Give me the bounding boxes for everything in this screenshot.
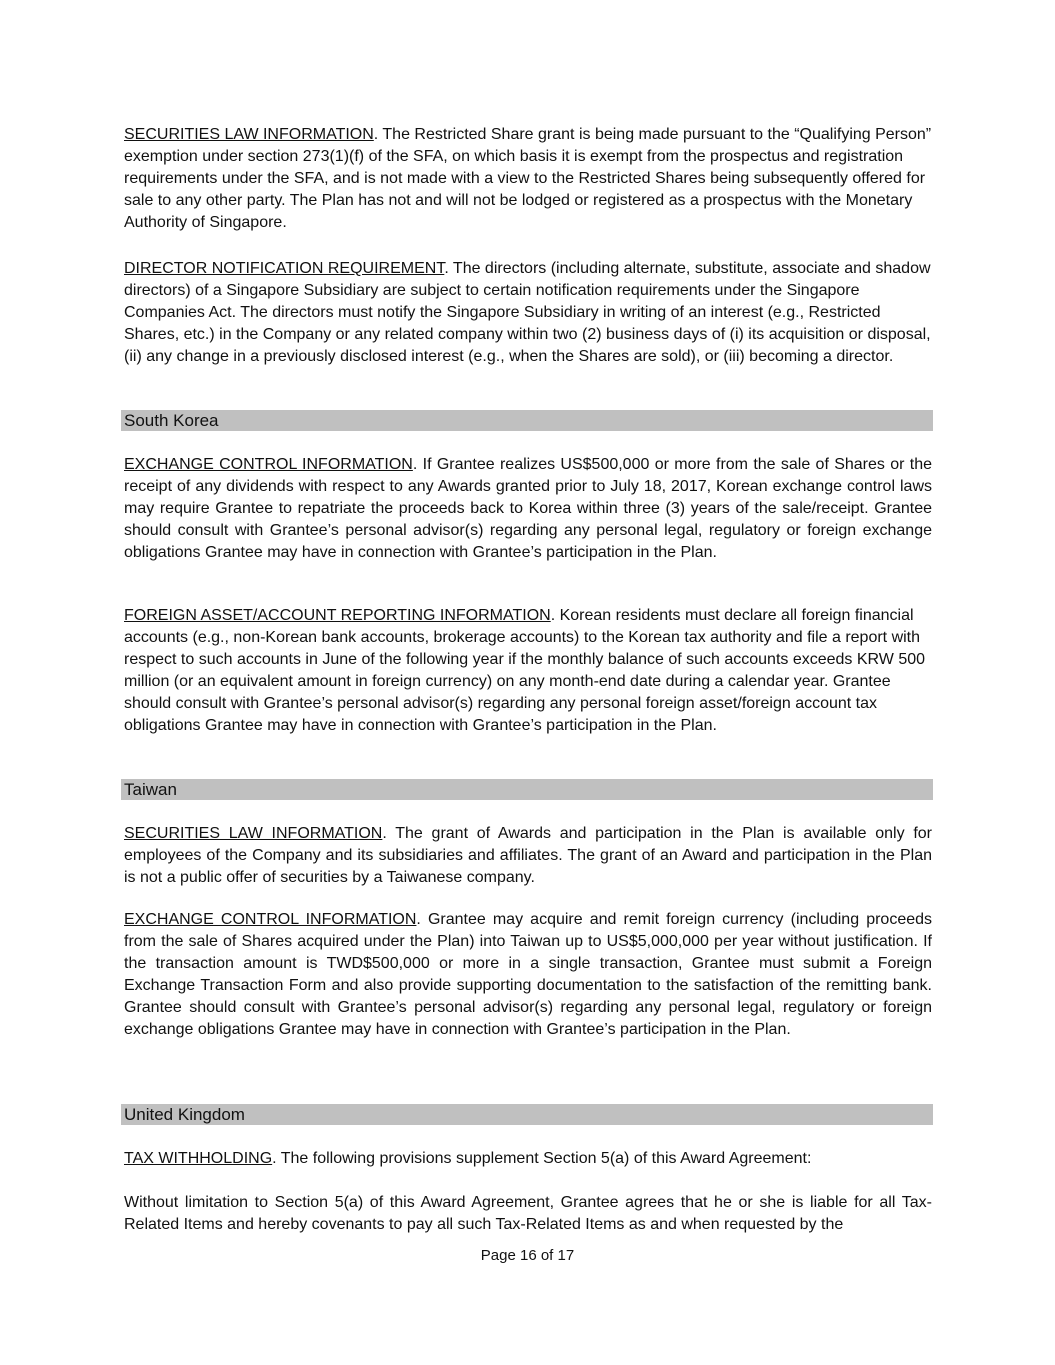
section-header-taiwan: Taiwan — [121, 779, 933, 800]
tw-exchange-body: . Grantee may acquire and remit foreign currency (including proceeds from the sale of Shares acquired under the Plan) into Taiwan up to US$5,000,000 per year without justification. If the transaction amount is TWD$500,000 or more in a single transaction, Grantee must submit a Foreign Exchange Transaction Form and also provide supporting documentation to the satisfaction of the remitting bank. Grantee should consult with Grantee’s personal advisor(s) regarding any personal legal, regulatory or foreign exchange obligations Grantee may have in connection with Grantee’s participation in the Plan. — [124, 911, 933, 1038]
sg-director-heading: DIRECTOR NOTIFICATION REQUIREMENT — [124, 260, 445, 277]
tw-securities-body: . The grant of Awards and participation in the Plan is available only for employees of the Company and its subsidiaries and affiliates. The grant of an Award and participation in the Plan is not a public offer of securities by a Taiwanese company. — [124, 825, 932, 886]
kr-exchange-paragraph — [124, 454, 932, 564]
tw-exchange-paragraph — [124, 909, 932, 1041]
section-header-south-korea: South Korea — [121, 410, 933, 431]
page-number: Page 16 of 17 — [480, 1247, 575, 1264]
sg-director-paragraph — [124, 258, 932, 368]
uk-tax-heading: TAX WITHHOLDING — [124, 1150, 273, 1167]
sg-securities-body: . The Restricted Share grant is being made pursuant to the “Qualifying Person” exemption under section 273(1)(f) of the SFA, on which basis it is exempt from the prospectus and registration requirements under the SFA, and is not made with a view to the Restricted Shares being subsequently offered for sale to any other party. The Plan has not and will not be lodged or registered as a prospectus with the Monetary Authority of Singapore. — [124, 126, 932, 231]
section-header-united-kingdom: United Kingdom — [121, 1104, 933, 1125]
kr-exchange-body: . If Grantee realizes US$500,000 or more from the sale of Shares or the receipt of any dividends with respect to any Awards granted prior to July 18, 2017, Korean exchange control laws may require Grantee to repatriate the proceeds back to Korea within three (3) years of the sale/receipt. Grantee should consult with Grantee’s personal advisor(s) regarding any personal legal, regulatory or foreign exchange obligations Grantee may have in connection with Grantee’s participation in the Plan. — [124, 456, 933, 561]
uk-liability-paragraph: Without limitation to Section 5(a) of this Award Agreement, Grantee agrees that he or she is liable for all Tax-Related Items and hereby covenants to pay all such Tax-Related Items as and when requested by the — [124, 1194, 932, 1233]
kr-foreign-asset-heading: FOREIGN ASSET/ACCOUNT REPORTING INFORMATION — [124, 607, 551, 624]
kr-foreign-asset-body: . Korean residents must declare all foreign financial accounts (e.g., non-Korean bank accounts, brokerage accounts) to the Korean tax authority and file a report with respect to such accounts in June of the following year if the monthly balance of such accounts exceeds KRW 500 million (or an equivalent amount in foreign currency) on any month-end date during a calendar year. Grantee should consult with Grantee’s personal advisor(s) regarding any personal foreign asset/foreign account tax obligations Grantee may have in connection with Grantee’s participation in the Plan. — [124, 607, 926, 734]
tw-securities-paragraph — [124, 823, 932, 889]
sg-securities-heading: SECURITIES LAW INFORMATION — [124, 126, 374, 143]
sg-securities-paragraph — [124, 124, 932, 234]
sg-director-body: . The directors (including alternate, substitute, associate and shadow directors) of a Singapore Subsidiary are subject to certain notification requirements under the Singapore Companies Act. The directors must notify the Singapore Subsidiary in writing of an interest (e.g., Restricted Shares, etc.) in the Company or any related company within two (2) business days of (i) its acquisition or disposal, (ii) any change in a previously disclosed interest (e.g., when the Shares are sold), or (iii) becoming a director. — [124, 260, 931, 365]
tw-securities-heading: SECURITIES LAW INFORMATION — [124, 825, 383, 842]
kr-exchange-heading: EXCHANGE CONTROL INFORMATION — [124, 456, 413, 473]
uk-tax-paragraph — [124, 1148, 932, 1170]
tw-exchange-heading: EXCHANGE CONTROL INFORMATION — [124, 911, 417, 928]
uk-tax-body: . The following provisions supplement Section 5(a) of this Award Agreement: — [272, 1150, 812, 1167]
kr-foreign-asset-paragraph — [124, 605, 932, 737]
